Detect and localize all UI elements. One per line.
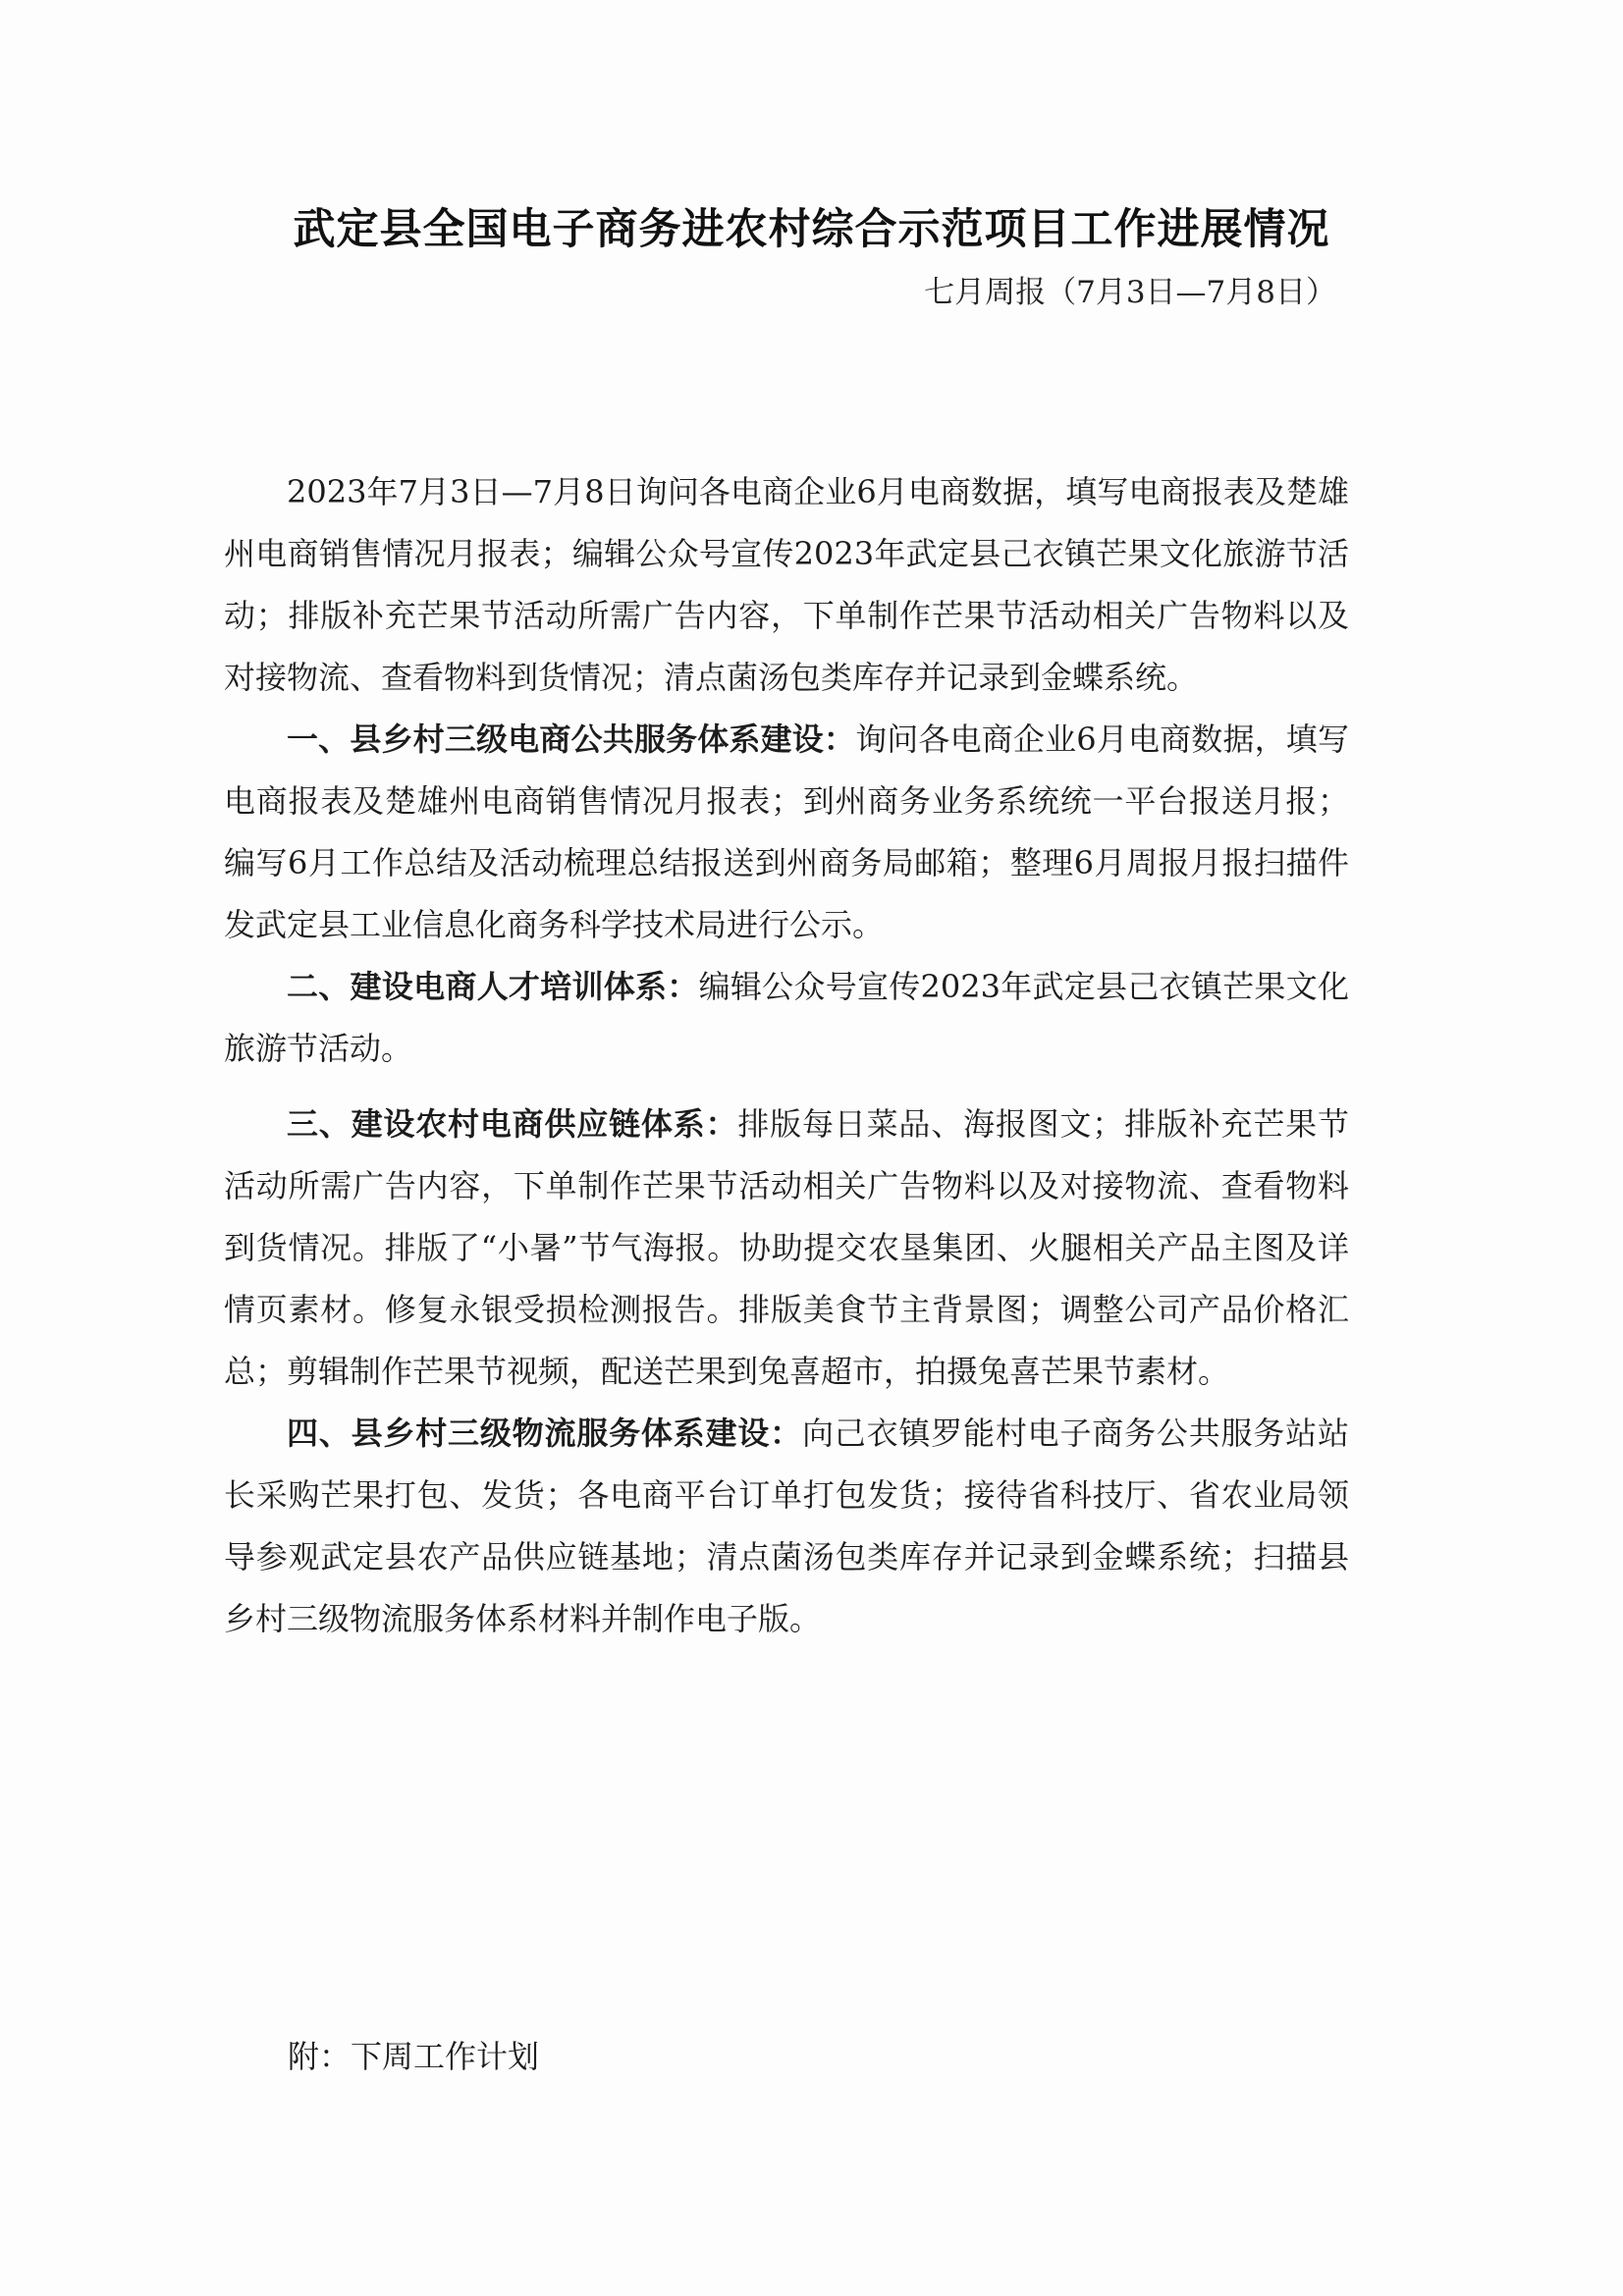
section-paragraph-4 [224, 1403, 1349, 1650]
intro-paragraph: 2023年7月3日—7月8日询问各电商企业6月电商数据，填写电商报表及楚雄州电商销售情况月报表；编辑公众号宣传2023年武定县己衣镇芒果文化旅游节活动；排版补充芒果节活动所需广告内容，下单制作芒果节活动相关广告物料以及对接物流、查看物料到货情况；清点菌汤包类库存并记录到金蝶系统。 [224, 473, 1349, 696]
section-heading-3: 三、建设农村电商供应链体系： [287, 1105, 738, 1143]
section-text-3: 排版每日菜品、海报图文；排版补充芒果节活动所需广告内容，下单制作芒果节活动相关广告物料以及对接物流、查看物料到货情况。排版了“小暑”节气海报。协助提交农垦集团、火腿相关产品主图及详情页素材。修复永银受损检测报告。排版美食节主背景图；调整公司产品价格汇总；剪辑制作芒果节视频，配送芒果到兔喜超市，拍摄兔喜芒果节素材。 [224, 1105, 1349, 1390]
section-text-4: 向己衣镇罗能村电子商务公共服务站站长采购芒果打包、发货；各电商平台订单打包发货；接待省科技厅、省农业局领导参观武定县农产品供应链基地；清点菌汤包类库存并记录到金蝶系统；扫描县乡村三级物流服务体系材料并制作电子版。 [224, 1415, 1349, 1637]
document-title: 武定县全国电子商务进农村综合示范项目工作进展情况 [293, 205, 1330, 254]
section-text-1: 询问各电商企业6月电商数据，填写电商报表及楚雄州电商销售情况月报表；到州商务业务系统统一平台报送月报；编写6月工作总结及活动梳理总结报送到州商务局邮箱；整理6月周报月报扫描件发武定县工业信息化商务科学技术局进行公示。 [224, 721, 1349, 943]
section-heading-4: 四、县乡村三级物流服务体系建设： [287, 1415, 802, 1452]
section-paragraph-2 [224, 956, 1349, 1080]
section-heading-1: 一、县乡村三级电商公共服务体系建设： [287, 721, 856, 758]
section-paragraph-3 [224, 1094, 1349, 1403]
appendix-note: 附：下周工作计划 [288, 2038, 540, 2075]
section-paragraph-1 [224, 709, 1349, 956]
document-subtitle: 七月周报（7月3日—7月8日） [924, 275, 1336, 310]
section-text-2: 编辑公众号宣传2023年武定县己衣镇芒果文化旅游节活动。 [224, 968, 1349, 1067]
document-body [224, 461, 1349, 1650]
section-heading-2: 二、建设电商人才培训体系： [287, 968, 699, 1005]
